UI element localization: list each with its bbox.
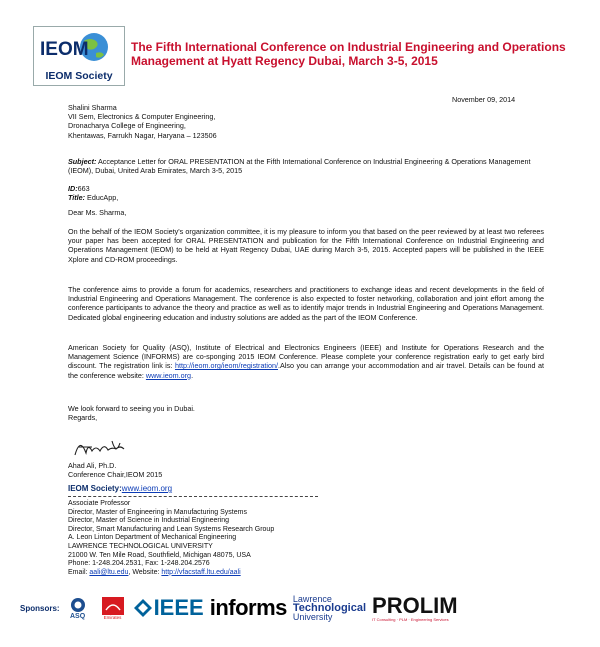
contact-email-line [68,569,388,578]
paper-id-block [68,184,268,202]
contact-line: LAWRENCE TECHNOLOGICAL UNIVERSITY [68,542,213,550]
ieee-diamond-icon [134,599,152,617]
informs-logo [210,595,287,621]
recipient-line: Dronacharya College of Engineering, [68,121,186,131]
asq-text: ASQ [69,612,86,620]
asq-logo [64,597,92,620]
prolim-tagline: IT Consulting · PLM · Engineering Services [372,616,449,622]
emirates-text: Emirates [103,614,122,620]
contact-line: Associate Professor [68,500,131,507]
closing-line: We look forward to seeing you in Dubai. [68,404,195,413]
signer-name: Ahad Ali, Ph.D. [68,461,117,470]
contact-line: A. Leon Linton Department of Mechanical Engineering [68,534,237,542]
registration-text: American Society for Quality (ASQ), Institute of Electrical and Electronics Engineers (IEEE) and Institute for Operations Research and the Management Science (INFORMS) are co-sponging 2015 IEOM Conference. Please complete your conference registration early to get early bird discount. The registration link is: [68,343,544,371]
email-label: Email: [68,568,90,576]
informs-text: informs [209,595,287,620]
globe-icon [38,31,122,65]
recipient-line: Shalini Sharma [68,103,117,112]
closing [68,404,544,422]
title-value: EducApp, [87,193,119,203]
contact-divider [68,496,318,497]
svg-text:IEOM: IEOM [40,39,89,60]
paragraph-registration [68,343,544,380]
id-label: ID: [68,184,78,193]
salutation: Dear Ms. Sharma, [68,208,127,217]
subject-label: Subject: [68,157,97,166]
subject-text: Acceptance Letter for ORAL PRESENTATION at the Fifth International Conference on Industrial Engineering & Operations Management (IEOM), Dubai, United Arab Emirates, March 3-5, 2015 [68,157,531,176]
registration-end: . [191,370,194,380]
subject-line [68,157,548,175]
contact-line: Director, Master of Engineering in Manufacturing Systems [68,508,247,516]
signature-image [72,435,132,461]
contact-line: Director, Master of Science in Industrial Engineering [68,517,230,525]
logo-society-text: IEOM Society [45,70,113,82]
society-label: IEOM Society: [68,484,122,493]
sponsors-label: Sponsors: [20,603,60,613]
ieom-logo [33,26,125,86]
contact-line: 21000 W. Ten Mile Road, Southfield, Michigan 48075, USA [68,551,251,559]
signer-block [68,461,162,479]
sponsors-bar [20,589,580,627]
contact-line: Phone: 1-248.204.2531, Fax: 1-248.204.2576 [68,560,210,568]
recipient-address [68,103,368,140]
recipient-line: VII Sem, Electronics & Computer Engineering, [68,112,216,122]
contact-block [68,500,388,577]
email-link[interactable]: aali@ltu.edu [89,568,129,576]
ltu-text-3: University [292,611,333,622]
paragraph-conference-aims: The conference aims to provide a forum for academics, researchers and practitioners to exchange ideas and recent developments in the field of Industrial Engineering and Operations Management. The conference is also expected to foster networking, collaboration and joint effort among the conference participants to advance the theory and practice as well as to identify major trends in Industrial Engineering and Operations Management. Dedicated global engineering education and industry solutions are added as the part of the IEOM Conference. [68,285,544,322]
signer-role: Conference Chair,IEOM 2015 [68,470,163,480]
ltu-text-1: Lawrence [292,593,332,604]
recipient-line: Khentawas, Farrukh Nagar, Haryana – 123506 [68,130,217,140]
prolim-text: PROLIM [372,592,458,618]
ieee-logo [134,595,204,621]
faculty-website-link[interactable]: http://vfacstaff.ltu.edu/aali [161,568,241,576]
society-line [68,484,172,493]
ltu-logo [293,595,366,622]
emirates-emblem-icon [102,597,124,615]
ieee-text: IEEE [153,595,204,620]
regards: Regards, [68,413,98,423]
title-label: Title: [68,193,86,203]
website-label: , Website: [128,568,162,576]
conference-title: The Fifth International Conference on Industrial Engineering and Operations Management at Hyatt Regency Dubai, March 3-5, 2015 [131,40,566,68]
registration-link[interactable]: http://ieom.org/ieom/registration/ [174,361,279,371]
society-link[interactable]: www.ieom.org [121,484,173,493]
prolim-logo [372,592,458,622]
id-value: 663 [77,184,90,193]
ltu-text-2: Technological [292,601,367,614]
letter-date: November 09, 2014 [452,95,516,104]
asq-emblem-icon [68,597,88,613]
website-link[interactable]: www.ieom.org [145,370,192,380]
emirates-logo [98,597,128,620]
paragraph-acceptance: On the behalf of the IEOM Society's organization committee, it is my pleasure to inform you that based on the peer reviewed by at least two referees your paper has been accepted for ORAL PRESENTATION and publication for the Fifth International Conference on Industrial Engineering and Operations Management (IEOM) to be held at Hyatt Regency Dubai, UAE during March 3-5, 2015. Accepted papers will be published in the IEEE Xplore and CD-ROM proceedings. [68,227,544,264]
registration-text-2: .Also you can arrange your accommodation and air travel. Details can be found at the conference website: [68,361,544,380]
contact-line: Director, Smart Manufacturing and Lean Systems Research Group [68,525,275,533]
